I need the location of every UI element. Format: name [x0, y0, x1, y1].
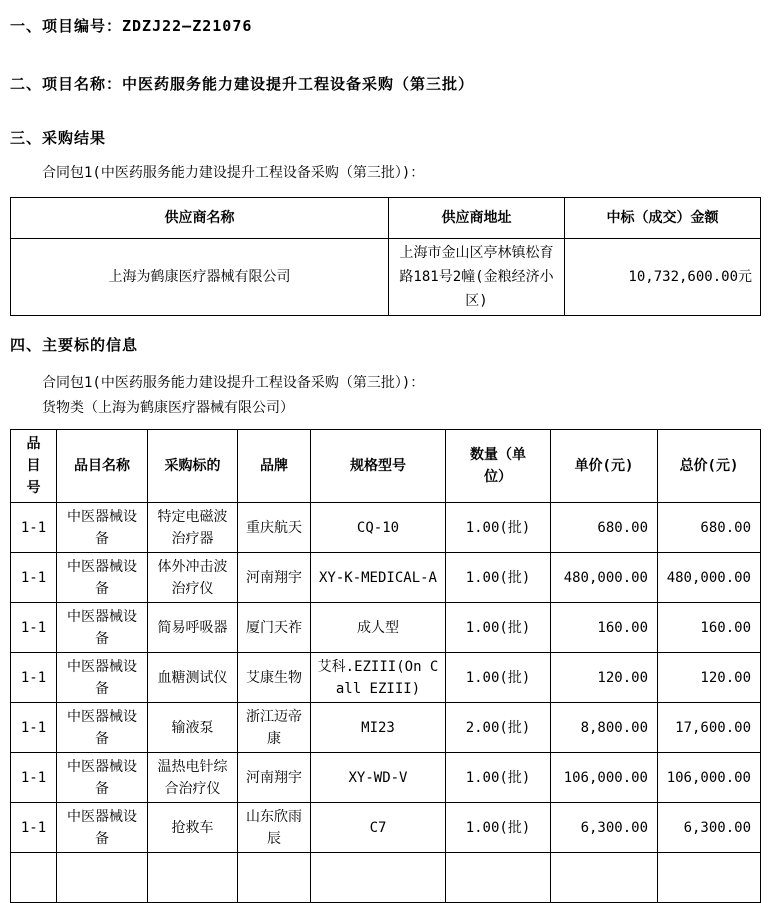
table-cell-empty: [551, 853, 658, 903]
column-header: 供应商地址: [389, 198, 565, 239]
table-cell: 1-1: [11, 703, 57, 753]
table-row: [11, 239, 761, 316]
column-header: 中标（成交）金额: [565, 198, 761, 239]
column-header: 规格型号: [311, 430, 446, 503]
table-row: [11, 653, 761, 703]
table-cell: 17,600.00: [658, 703, 761, 753]
table-cell: 1-1: [11, 603, 57, 653]
table-cell: 血糖测试仪: [148, 653, 238, 703]
table-cell: 山东欣雨辰: [238, 803, 311, 853]
table-cell: 输液泵: [148, 703, 238, 753]
table-cell: 重庆航天: [238, 503, 311, 553]
table-cell: C7: [311, 803, 446, 853]
table-cell-empty: [57, 853, 148, 903]
heading-project-name: 二、项目名称：中医药服务能力建设提升工程设备采购（第三批）: [10, 75, 475, 93]
table-cell: XY-WD-V: [311, 753, 446, 803]
column-header: 供应商名称: [11, 198, 389, 239]
table-cell-empty: [148, 853, 238, 903]
table-row: [11, 703, 761, 753]
table-cell: 河南翔宇: [238, 553, 311, 603]
table-cell: 1-1: [11, 653, 57, 703]
table-cell: 1.00(批): [446, 653, 551, 703]
table-cell: 上海为鹤康医疗器械有限公司: [11, 239, 389, 316]
supplier-table-header: [11, 198, 761, 239]
table-cell: 1.00(批): [446, 803, 551, 853]
table-cell: 中医器械设备: [57, 603, 148, 653]
column-header: 品牌: [238, 430, 311, 503]
supplier-table-body: [11, 239, 761, 316]
table-cell: 106,000.00: [551, 753, 658, 803]
table-cell: 抢救车: [148, 803, 238, 853]
table-cell: 480,000.00: [658, 553, 761, 603]
table-cell: 浙江迈帝康: [238, 703, 311, 753]
table-row: [11, 553, 761, 603]
table-cell: 480,000.00: [551, 553, 658, 603]
table-cell-empty: [11, 853, 57, 903]
table-cell: 120.00: [658, 653, 761, 703]
table-cell: 厦门天祚: [238, 603, 311, 653]
table-cell-empty: [238, 853, 311, 903]
table-cell: 1-1: [11, 803, 57, 853]
table-cell: 1.00(批): [446, 753, 551, 803]
table-row: [11, 753, 761, 803]
table-cell: 中医器械设备: [57, 753, 148, 803]
table-cell: 1-1: [11, 553, 57, 603]
table-cell: 6,300.00: [658, 803, 761, 853]
table-row: [11, 503, 761, 553]
table-cell: XY-K-MEDICAL-A: [311, 553, 446, 603]
heading-procurement-result: 三、采购结果: [10, 129, 107, 147]
table-row: [11, 603, 761, 653]
table-cell: 120.00: [551, 653, 658, 703]
heading-main-bid-info: 四、主要标的信息: [10, 336, 139, 354]
items-table-body: [11, 503, 761, 903]
table-cell: 中医器械设备: [57, 703, 148, 753]
column-header: 采购标的: [148, 430, 238, 503]
table-cell: 160.00: [658, 603, 761, 653]
table-cell: 8,800.00: [551, 703, 658, 753]
table-cell: 2.00(批): [446, 703, 551, 753]
table-cell: 上海市金山区亭林镇松育路181号2幢(金粮经济小区): [389, 239, 565, 316]
table-cell: 河南翔宇: [238, 753, 311, 803]
table-cell: 1.00(批): [446, 503, 551, 553]
table-cell: 中医器械设备: [57, 803, 148, 853]
column-header: 品目名称: [57, 430, 148, 503]
bid-contract-package-line: 合同包1(中医药服务能力建设提升工程设备采购（第三批）)：: [42, 375, 425, 391]
table-cell: MI23: [311, 703, 446, 753]
supplier-result-table: [10, 197, 761, 316]
items-table-header: [11, 430, 761, 503]
table-cell: 680.00: [551, 503, 658, 553]
bid-category-line: 货物类（上海为鹤康医疗器械有限公司）: [42, 400, 294, 416]
table-cell: 温热电针综合治疗仪: [148, 753, 238, 803]
table-cell: 中医器械设备: [57, 553, 148, 603]
bid-items-table: [10, 429, 761, 903]
table-row-clipped: [11, 853, 761, 903]
table-cell: 680.00: [658, 503, 761, 553]
table-cell-empty: [311, 853, 446, 903]
table-cell: 1-1: [11, 753, 57, 803]
table-cell-empty: [658, 853, 761, 903]
table-cell: 1.00(批): [446, 553, 551, 603]
column-header: 品目号: [11, 430, 57, 503]
result-contract-package-line: 合同包1(中医药服务能力建设提升工程设备采购（第三批）)：: [42, 165, 425, 181]
table-cell: 简易呼吸器: [148, 603, 238, 653]
column-header: 单价(元): [551, 430, 658, 503]
table-cell: 160.00: [551, 603, 658, 653]
table-cell: 体外冲击波治疗仪: [148, 553, 238, 603]
column-header: 总价(元): [658, 430, 761, 503]
table-cell: 特定电磁波治疗器: [148, 503, 238, 553]
table-cell: 中医器械设备: [57, 653, 148, 703]
table-cell: 中医器械设备: [57, 503, 148, 553]
table-cell: CQ-10: [311, 503, 446, 553]
table-cell: 成人型: [311, 603, 446, 653]
table-cell: 6,300.00: [551, 803, 658, 853]
heading-project-number: 一、项目编号：ZDZJ22—Z21076: [10, 17, 253, 35]
table-cell: 艾科.EZIII(On Call EZIII): [311, 653, 446, 703]
table-cell: 106,000.00: [658, 753, 761, 803]
table-cell: 1.00(批): [446, 603, 551, 653]
table-cell: 1-1: [11, 503, 57, 553]
table-row: [11, 803, 761, 853]
procurement-announcement-page: [0, 16, 768, 882]
table-cell-empty: [446, 853, 551, 903]
table-cell: 艾康生物: [238, 653, 311, 703]
table-cell: 10,732,600.00元: [565, 239, 761, 316]
column-header: 数量（单位）: [446, 430, 551, 503]
